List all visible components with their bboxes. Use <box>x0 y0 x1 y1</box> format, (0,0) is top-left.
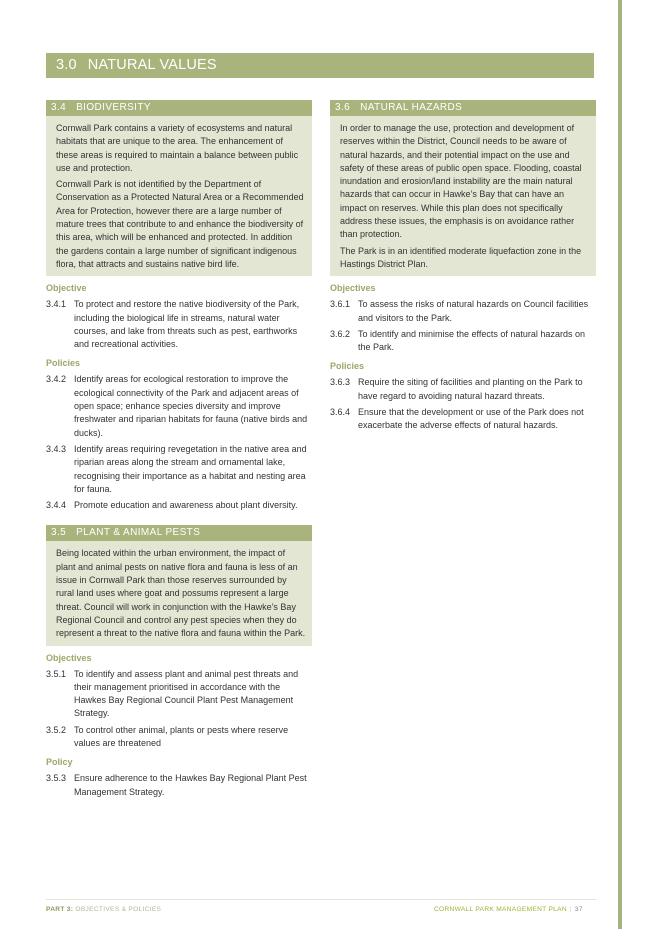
list-item <box>46 724 312 751</box>
item-text: To control other animal, plants or pests where reserve values are threatened <box>74 724 289 748</box>
section-number: 3.4 <box>51 102 67 113</box>
list-item <box>330 298 596 325</box>
section-number: 3.6 <box>335 102 351 113</box>
item-number: 3.5.1 <box>46 668 67 679</box>
section-title: NATURAL HAZARDS <box>360 102 463 113</box>
section-heading <box>330 100 596 116</box>
item-number: 3.4.2 <box>46 374 67 385</box>
item-number: 3.4.1 <box>46 299 67 310</box>
chapter-title: NATURAL VALUES <box>87 57 217 73</box>
item-number: 3.6.4 <box>330 407 351 418</box>
item-number: 3.6.1 <box>330 299 351 310</box>
item-number: 3.6.2 <box>330 328 351 339</box>
chapter-title-bar <box>46 53 594 78</box>
item-number: 3.5.3 <box>46 773 67 784</box>
intro-paragraph: In order to manage the use, protection and development of reserves within the District, Council needs to be aware of natural hazards, and their potential impact on the use and safety of these areas of public open space. Flooding, coastal inundation and erosion/land instability are the main natural hazards that can occur in Hawke’s Bay that can have an impact on reserves. While this plan does not specifically address these issues, the emphasis is on avoidance rather than protection. <box>340 123 582 240</box>
item-text: Ensure adherence to the Hawkes Bay Regional Plant Pest Management Strategy. <box>74 773 307 797</box>
intro-paragraph: The Park is in an identified moderate liquefaction zone in the Hastings District Plan. <box>340 245 582 269</box>
intro-paragraph: Cornwall Park is not identified by the Department of Conservation as a Protected Natural Area or a Recommended Area for Protection, however there are a large number of mature trees that contribute to and enhance the biodiversity of this area, which will be enhanced and protected. In addition the gardens contain a large number of significant indigenous flora, that attracts and sustains native bird life. <box>56 179 304 269</box>
footer-section: OBJECTIVES & POLICIES <box>75 906 162 913</box>
footer-part: PART 3: <box>46 906 74 913</box>
subheading-policies: Policies <box>330 361 365 372</box>
list-item <box>330 406 596 433</box>
list-item <box>46 298 312 351</box>
subheading-policies: Policies <box>46 358 81 369</box>
footer-section-label <box>46 906 161 913</box>
item-text: Ensure that the development or use of the Park does not exacerbate the adverse effects of natural hazards. <box>358 407 584 431</box>
item-number: 3.4.4 <box>46 500 67 511</box>
footer-doc-title: CORNWALL PARK MANAGEMENT PLAN <box>434 906 567 913</box>
section-number: 3.5 <box>51 527 67 539</box>
subheading-objective: Objective <box>46 283 87 294</box>
page-edge-rule <box>618 0 622 929</box>
list-item <box>330 376 596 403</box>
left-column <box>46 100 312 802</box>
subheading-objectives: Objectives <box>330 283 376 294</box>
footer-doc-label <box>434 906 583 913</box>
list-item <box>46 499 312 512</box>
list-item <box>330 328 596 355</box>
list-item <box>46 668 312 721</box>
section-title: PLANT & ANIMAL PESTS <box>76 527 201 539</box>
list-item <box>46 772 312 799</box>
intro-paragraph: Cornwall Park contains a variety of ecosystems and natural habitats that are unique to the area. The enhancement of these areas is required to maintain a balance between public use and protection. <box>56 123 299 173</box>
item-text: Identify areas requiring revegetation in the native area and riparian areas along the stream and ornamental lake, recognising their importance as a habitat and nesting area for fauna. <box>74 443 307 494</box>
section-intro-box <box>46 116 312 276</box>
item-text: Require the siting of facilities and planting on the Park to have regard to avoiding natural hazard threats. <box>358 377 583 401</box>
footer-divider <box>46 899 596 900</box>
item-number: 3.5.2 <box>46 724 67 735</box>
subheading-objectives: Objectives <box>46 652 92 663</box>
right-column <box>330 100 596 436</box>
footer-separator: | <box>569 906 572 913</box>
section-3-6 <box>330 100 596 433</box>
page-number: 37 <box>574 906 583 913</box>
section-3-4 <box>46 100 312 512</box>
list-item <box>46 373 312 439</box>
section-intro-box <box>46 541 312 645</box>
item-text: To protect and restore the native biodiversity of the Park, including the biological life in streams, natural water courses, and lake from threats such as pest, earthworks and recreational activities. <box>74 299 300 350</box>
intro-paragraph: Being located within the urban environment, the impact of plant and animal pests on native flora and fauna is less of an issue in Cornwall Park than those reserves surrounded by rural land uses where goat and possums represent a large threat. Council will work in conjunction with the Hawke’s Bay Regional Council and control any pest species when they do represent a threat to the native flora and fauna within the Park. <box>56 548 306 639</box>
item-number: 3.6.3 <box>330 377 351 388</box>
item-text: To identify and minimise the effects of natural hazards on the Park. <box>358 328 585 353</box>
chapter-number: 3.0 <box>56 57 77 73</box>
subheading-policy: Policy <box>46 757 73 768</box>
section-intro-box <box>330 116 596 276</box>
item-text: To assess the risks of natural hazards on Council facilities and visitors to the Park. <box>358 299 589 323</box>
section-heading <box>46 525 312 541</box>
item-text: Identify areas for ecological restoration to improve the ecological connectivity of the Park and adjacent areas of open space; enhance species diversity and improve freshwater and riparian habitats for fauna (native birds and ducks). <box>74 374 308 438</box>
list-item <box>46 443 312 496</box>
section-3-5 <box>46 525 312 798</box>
item-number: 3.4.3 <box>46 443 67 454</box>
section-title: BIODIVERSITY <box>76 102 151 113</box>
section-heading <box>46 100 312 116</box>
item-text: To identify and assess plant and animal pest threats and their management prioritised in accordance with the Hawkes Bay Regional Council Plant Pest Management Strategy. <box>74 668 299 719</box>
item-text: Promote education and awareness about plant diversity. <box>74 500 298 511</box>
